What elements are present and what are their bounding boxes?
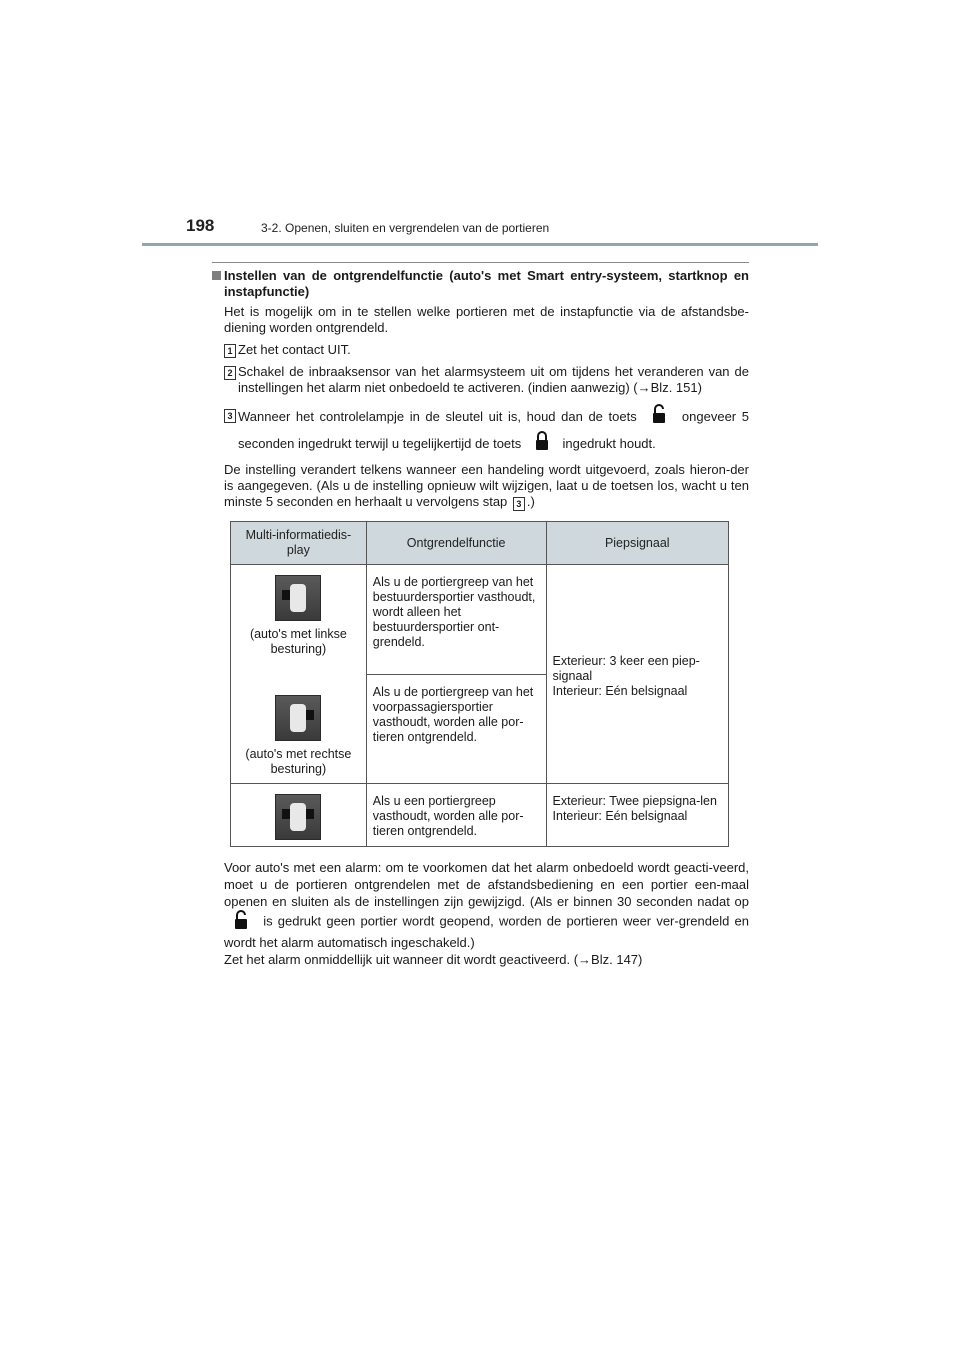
door-display-icon (275, 695, 321, 741)
table-header-cell: Multi-informatiedis-play (231, 522, 367, 565)
settings-table-wrap (230, 521, 729, 847)
after-text-a: De instelling verandert telkens wanneer een handeling wordt uitgevoerd, zoals hieron-der is aangegeven. (Als u de instelling opnieuw wilt wijzigen, laat u de toetsen los, wacht u ten minste 5 seconden en herhaalt u vervolgens stap (224, 462, 749, 509)
heading-bullet-icon (212, 271, 221, 280)
function-cell: Als u een portiergreep vasthoudt, worden alle por-tieren ontgrendeld. (366, 784, 546, 847)
bottom-text-a: Voor auto's met een alarm: om te voorkomen dat het alarm onbedoeld wordt geacti-veerd, moet u de portieren ontgrendelen met de afstandsbediening en een portier een-maal openen en sluiten als de instellingen zijn gewijzigd. (Als er binnen 30 seconden nadat op (224, 860, 749, 909)
settings-table (230, 521, 729, 847)
function-cell: Als u de portiergreep van het bestuurdersportier vasthoudt, wordt alleen het bestuurdersportier ont-grendeld. (366, 565, 546, 675)
door-display-icon (275, 794, 321, 840)
step-number: 2 (224, 366, 236, 380)
display-cell (231, 565, 367, 784)
table-header-cell: Piepsignaal (546, 522, 728, 565)
step-text: Zet het contact UIT. (238, 342, 351, 357)
icon-caption: (auto's met rechtse besturing) (245, 747, 352, 776)
beep-cell: Exterieur: Twee piepsigna-len Interieur: Eén belsignaal (546, 784, 728, 847)
lock-icon (535, 431, 549, 458)
step-text-b: ongeveer 5 seconden ingedrukt terwijl u tegelijkertijd de toets (238, 408, 749, 451)
unlock-icon (234, 910, 248, 934)
heading-text: Instellen van de ontgrendelfunctie (auto's met Smart entry-systeem, startknop en instapfunctie) (224, 268, 749, 299)
table-header-cell: Ontgrendelfunctie (366, 522, 546, 565)
step-3 (224, 404, 749, 458)
step-text: Schakel de inbraaksensor van het alarmsysteem uit om tijdens het veranderen van de instellingen het alarm niet onbedoeld te activeren. (indien aanwezig) (→Blz. 151) (238, 364, 749, 395)
header-rule (142, 243, 818, 246)
subsection-heading (212, 268, 749, 300)
step-number: 3 (224, 409, 236, 423)
table-header-row (231, 522, 729, 565)
table-row (231, 565, 729, 675)
table-row (231, 784, 729, 847)
content-divider (212, 262, 749, 263)
icon-caption: (auto's met linkse besturing) (249, 627, 347, 656)
section-title: 3-2. Openen, sluiten en vergrendelen van de portieren (261, 221, 550, 235)
unlock-icon (652, 404, 666, 431)
page-content (212, 262, 749, 968)
after-steps-paragraph (224, 462, 749, 511)
step-text-a: Wanneer het controlelampje in de sleutel uit is, houd dan de toets (238, 408, 637, 424)
step-text-c: ingedrukt houdt. (562, 435, 656, 451)
step-reference: 3 (513, 497, 525, 511)
intro-paragraph: Het is mogelijk om in te stellen welke portieren met de instapfunctie via de afstandsbe-diening worden ontgrendeld. (224, 304, 749, 335)
function-cell: Als u de portiergreep van het voorpassagiersportier vasthoudt, worden alle por-tieren ontgrendeld. (366, 674, 546, 784)
step-2 (224, 364, 749, 396)
bottom-text-c: Zet het alarm onmiddellijk uit wanneer dit wordt geactiveerd. (→Blz. 147) (224, 952, 643, 967)
step-number: 1 (224, 344, 236, 358)
bottom-paragraph (224, 859, 749, 968)
step-1 (224, 342, 749, 358)
bottom-text-b: is gedrukt geen portier wordt geopend, worden de portieren weer ver-grendeld en wordt het alarm automatisch ingeschakeld.) (224, 913, 749, 950)
after-text-b: .) (526, 494, 535, 509)
page-number: 198 (186, 216, 215, 235)
display-cell (231, 784, 367, 847)
door-display-icon (275, 575, 321, 621)
beep-cell: Exterieur: 3 keer een piep-signaal Interieur: Eén belsignaal (546, 565, 728, 784)
